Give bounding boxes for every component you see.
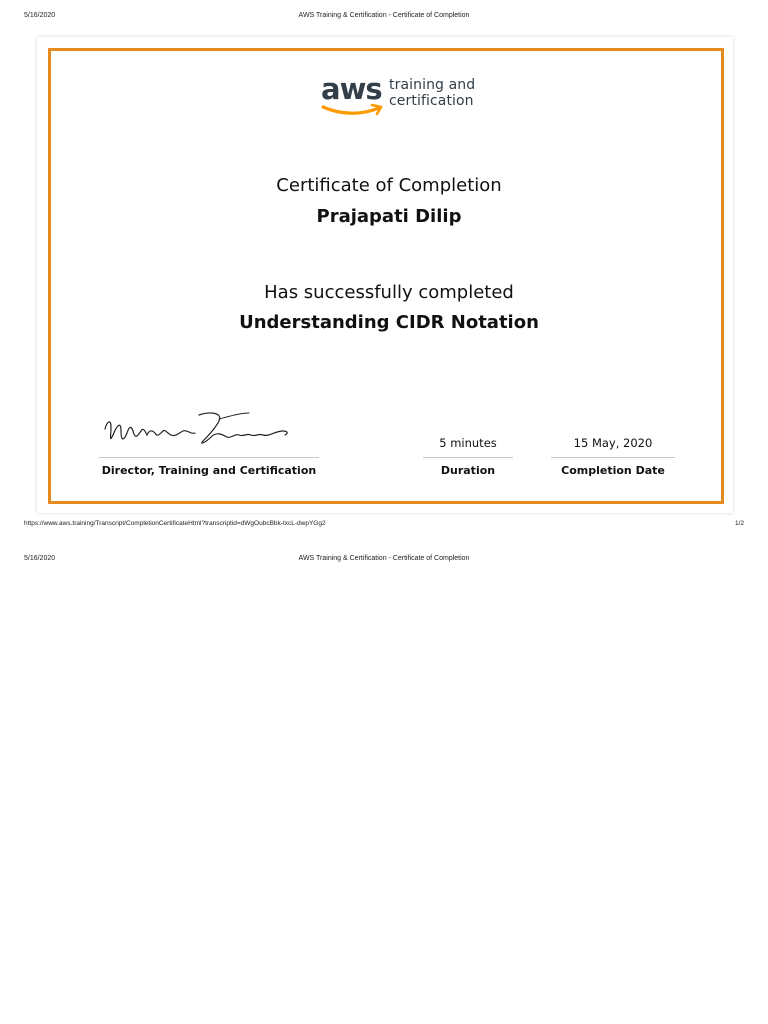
aws-logo-icon bbox=[319, 71, 489, 121]
duration-value: 5 minutes bbox=[439, 436, 497, 450]
print-date: 5/16/2020 bbox=[24, 12, 56, 19]
page-number: 1/2 bbox=[734, 520, 744, 527]
duration-line bbox=[423, 457, 513, 458]
completed-text: Has successfully completed bbox=[264, 282, 514, 303]
page-2-print-date: 5/16/2020 bbox=[24, 555, 56, 562]
logo-line-1: training and bbox=[389, 77, 476, 93]
completion-date-line bbox=[551, 457, 675, 458]
signature-label: Director, Training and Certification bbox=[101, 464, 317, 477]
page-2-print-header bbox=[0, 555, 768, 569]
certificate-title: Certificate of Completion bbox=[276, 175, 502, 196]
certificate-card bbox=[37, 37, 733, 513]
completion-date-value: 15 May, 2020 bbox=[573, 436, 653, 450]
print-url: https://www.aws.training/Transcript/CompletionCertificateHtml?transcriptid=dWgOubcBbk-txcL-dwpYGg2 bbox=[24, 520, 326, 527]
logo-line-2: certification bbox=[389, 93, 474, 109]
print-footer bbox=[0, 520, 768, 534]
signature-line bbox=[99, 457, 319, 458]
aws-wordmark: aws bbox=[321, 72, 382, 106]
aws-logo-mark bbox=[319, 71, 389, 121]
completion-date-label: Completion Date bbox=[561, 464, 665, 477]
course-name: Understanding CIDR Notation bbox=[239, 312, 539, 333]
print-header bbox=[0, 12, 768, 26]
logo-text bbox=[389, 77, 475, 109]
certificate-border bbox=[48, 48, 724, 504]
duration-label: Duration bbox=[440, 464, 496, 477]
signature-icon bbox=[99, 407, 319, 458]
recipient-name: Prajapati Dilip bbox=[316, 206, 462, 227]
page-2-print-title: AWS Training & Certification - Certificate of Completion bbox=[298, 555, 470, 562]
print-title: AWS Training & Certification - Certificate of Completion bbox=[298, 12, 470, 19]
